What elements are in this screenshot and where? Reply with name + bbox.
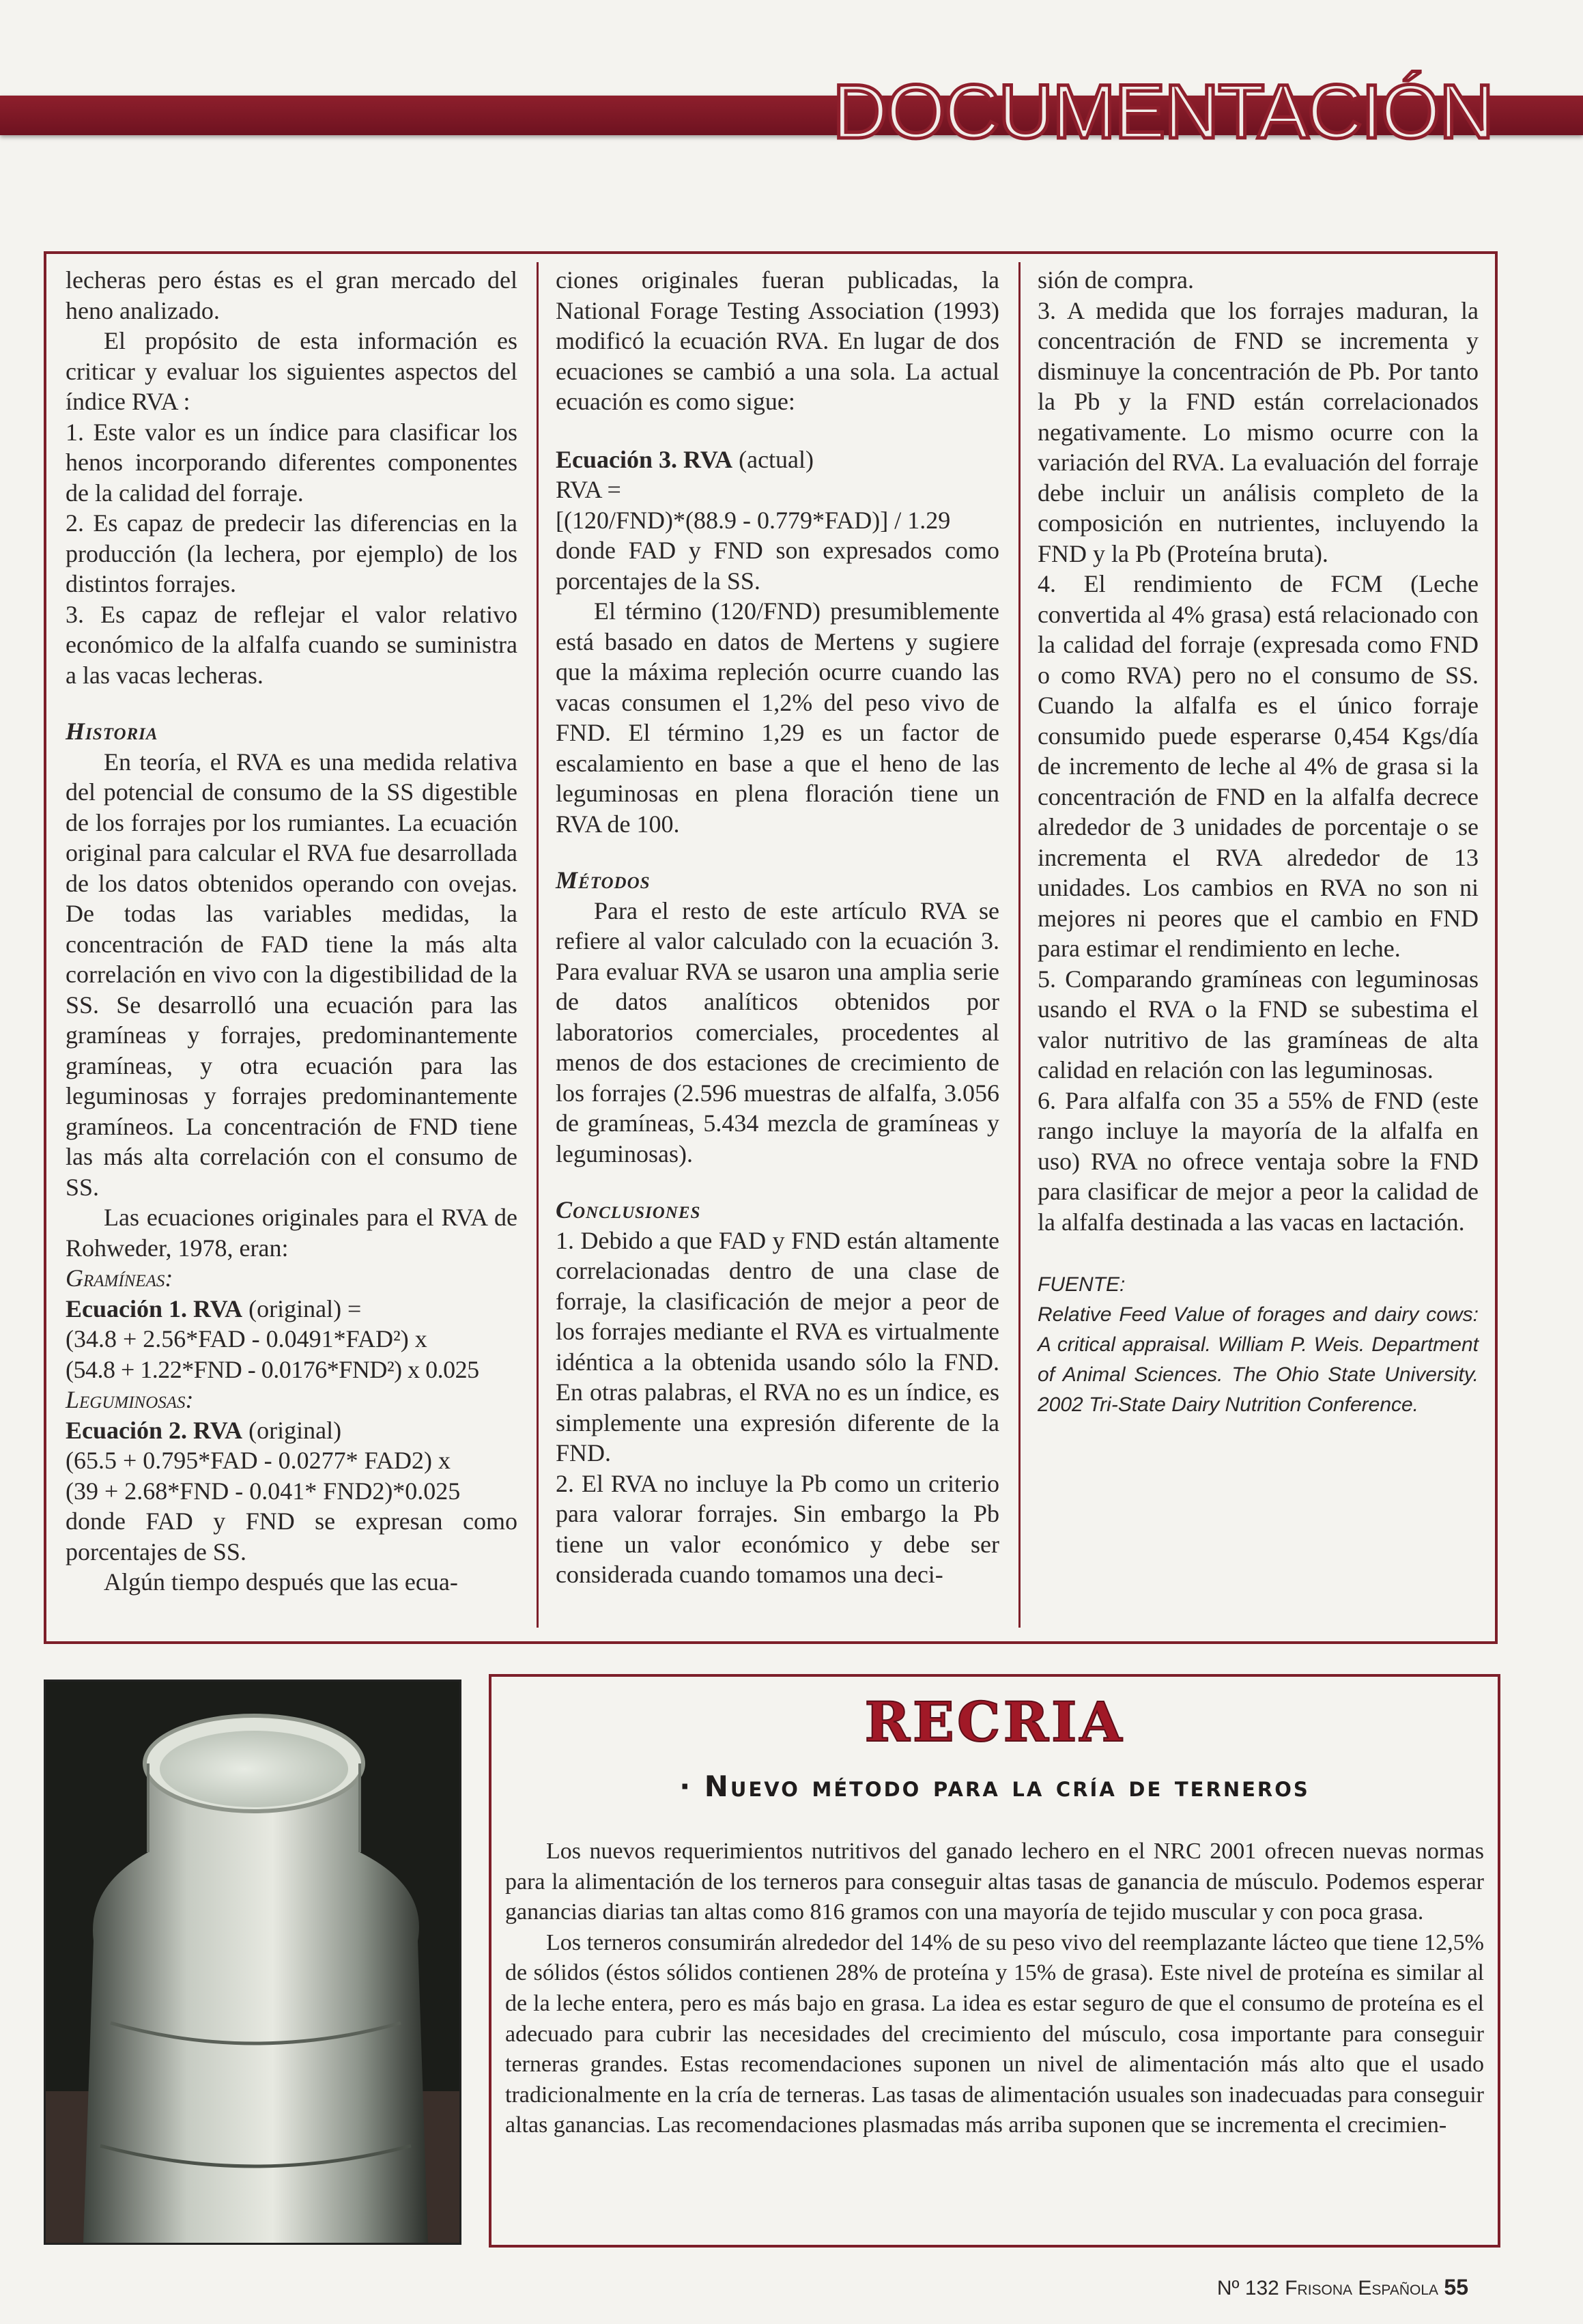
equation-note: (actual) xyxy=(732,445,814,473)
issue-number: Nº 132 xyxy=(1216,2277,1279,2299)
list-item: 1. Este valor es un índice para clasificar los henos incorporando diferentes componentes de la calidad del forraje. xyxy=(66,418,517,507)
source-citation xyxy=(1038,1270,1479,1420)
recria-article xyxy=(505,1837,1484,2141)
column-rule xyxy=(537,262,539,1628)
equation-line: (54.8 + 1.22*FND - 0.0176*FND²) x 0.025 xyxy=(66,1355,479,1383)
paragraph: Los terneros consumirán alrededor del 14% de su peso vivo del reemplazante lácteo que tiene 12,5% de sólidos (éstos sólidos contienen 28% de proteína y 15% de grasa). Este nivel de proteína es similar al de la leche entera, pero es más bajo en grasa. La idea es estar seguro de que el consumo de proteína es el adecuado para cubrir las necesidades del crecimiento del músculo, cosa importante para conseguir terneras grandes. Estas recomendaciones suponen un nivel de alimentación más alto que el usado tradicionalmente en la cría de terneras. Las tasas de alimentación usuales son inadecuadas para conseguir altas ganancias. Las recomendaciones plasmadas más arriba suponen que se incrementa el crecimien- xyxy=(505,1929,1484,2138)
list-item: 2. Es capaz de predecir las diferencias en la producción (la lechera, por ejemplo) de los distintos forrajes. xyxy=(66,509,517,597)
paragraph: Para el resto de este artículo RVA se refiere al valor calculado con la ecuación 3. Para evaluar RVA se usaron una amplia serie de datos analíticos obtenidos por laboratorios comerciales, procedentes al menos de dos estaciones de crecimiento de los forrajes (2.596 muestras de alfalfa, 3.056 de gramíneas, 5.434 mezcla de gramíneas y leguminosas). xyxy=(556,896,999,1167)
list-item: 6. Para alfalfa con 35 a 55% de FND (este rango incluye la mayoría de la alfalfa en uso) RVA no ofrece ventaja sobre la FND para clasificar de mejor a peor la calidad de la alfalfa destinada a las vacas en lactación. xyxy=(1038,1086,1479,1236)
paragraph: Algún tiempo después que las ecua- xyxy=(104,1568,458,1596)
list-item: 3. Es capaz de reflejar el valor relativo económico de la alfalfa cuando se suministra a las vacas lecheras. xyxy=(66,600,517,689)
recria-title: RECRIA xyxy=(864,1690,1125,1754)
paragraph: sión de compra. xyxy=(1038,266,1194,294)
source-label: FUENTE: xyxy=(1038,1273,1126,1296)
equation-line: [(120/FND)*(88.9 - 0.779*FAD)] / 1.29 xyxy=(556,506,951,534)
section-heading-metodos: Métodos xyxy=(556,866,651,894)
equation-line: RVA = xyxy=(556,476,621,503)
list-item: 5. Comparando gramíneas con leguminosas usando el RVA o la FND se subestima el valor nutritivo de las gramíneas de alta calidad en relación con las leguminosas. xyxy=(1038,965,1479,1083)
article-column-1 xyxy=(66,265,517,1598)
equation-title: Ecuación 3. RVA xyxy=(556,445,733,473)
equation-heading xyxy=(66,1294,517,1324)
category-label: Gramíneas: xyxy=(66,1264,173,1292)
equation-line: (39 + 2.68*FND - 0.041* FND2)*0.025 xyxy=(66,1477,461,1505)
equation-heading xyxy=(66,1415,517,1446)
equation-note: (original) = xyxy=(242,1294,362,1322)
paragraph: donde FAD y FND son expresados como porcentajes de la SS. xyxy=(556,537,999,595)
publication-name: Frisona Española xyxy=(1285,2277,1439,2299)
section-heading-historia: Historia xyxy=(66,718,158,745)
article-column-2 xyxy=(556,265,999,1590)
category-label: Leguminosas: xyxy=(66,1386,194,1413)
equation-title: Ecuación 2. RVA xyxy=(66,1416,243,1444)
section-title: DOCUMENTACIÓN xyxy=(832,69,1493,154)
milk-can-photo xyxy=(44,1680,461,2245)
article-column-3 xyxy=(1038,265,1479,1420)
equation-heading xyxy=(556,444,999,475)
equation-line: (34.8 + 2.56*FAD - 0.0491*FAD²) x xyxy=(66,1325,427,1352)
paragraph: donde FAD y FND se expresan como porcentajes de SS. xyxy=(66,1507,517,1565)
page-number: 55 xyxy=(1444,2275,1468,2299)
equation-line: (65.5 + 0.795*FAD - 0.0277* FAD2) x xyxy=(66,1447,451,1474)
list-item: 3. A medida que los forrajes maduran, la concentración de FND se incrementa y disminuye la concentración de Pb. Por tanto la Pb y la FND están correlacionados negativamente. Lo mismo ocurre con la variación del RVA. La evaluación del forraje debe incluir un análisis completo de la composición en nutrientes, incluyendo la FND y la Pb (Proteína bruta). xyxy=(1038,296,1479,567)
paragraph: Los nuevos requerimientos nutritivos del ganado lechero en el NRC 2001 ofrecen nuevas normas para la alimentación de los terneros para conseguir altas tasas de ganancia de músculo. Podemos esperar ganancias diarias tan altas como 816 gramos con una mayoría de tejido muscular y con poca grasa. xyxy=(505,1839,1484,1925)
source-text: Relative Feed Value of forages and dairy cows: A critical appraisal. William P. Weis. Department of Animal Sciences. The Ohio State University. 2002 Tri-State Dairy Nutrition Conference. xyxy=(1038,1303,1479,1416)
paragraph: El término (120/FND) presumiblemente está basado en datos de Mertens y sugiere que la máxima repleción ocurre cuando las vacas consumen el 1,2% del peso vivo de FND. El término 1,29 es un factor de escalamiento en base a que el heno de las leguminosas en plena floración tiene un RVA de 100. xyxy=(556,597,999,838)
paragraph: Las ecuaciones originales para el RVA de Rohweder, 1978, eran: xyxy=(66,1204,517,1262)
page-footer xyxy=(1217,2275,1468,2300)
list-item: 1. Debido a que FAD y FND están altamente correlacionadas dentro de una clase de forraje, la clasificación de mejor a peor de los forrajes mediante el RVA es virtualmente idéntica a la obtenida usando sólo la FND. En otras palabras, el RVA no es un índice, es simplemente una expresión diferente de la FND. xyxy=(556,1226,999,1466)
list-item: 2. El RVA no incluye la Pb como un criterio para valorar forrajes. Sin embargo la Pb tiene un valor económico y debe ser considerada cuando tomamos una deci- xyxy=(556,1469,999,1588)
milk-can-illustration xyxy=(46,1682,459,2243)
equation-note: (original) xyxy=(242,1416,342,1444)
list-item: 4. El rendimiento de FCM (Leche convertida al 4% grasa) está relacionado con la calidad del forraje (expresada como FND o como RVA) pero no el consumo de SS. Cuando la alfalfa es el único forraje consumido puede esperarse 0,454 Kgs/día de incremento de leche al 4% de grasa si la concentración de FND en la alfalfa decrece alrededor de 3 unidades de porcentaje o se incrementa el RVA alrededor de 13 unidades. Los cambios en RVA no son ni mejores ni peores que el cambio en FND para estimar el rendimiento en leche. xyxy=(1038,570,1479,962)
paragraph: El propósito de esta información es criticar y evaluar los siguientes aspectos del índice RVA : xyxy=(66,327,517,415)
paragraph: lecheras pero éstas es el gran mercado del heno analizado. xyxy=(66,266,517,324)
section-heading-conclusiones: Conclusiones xyxy=(556,1196,701,1223)
paragraph: ciones originales fueran publicadas, la National Forage Testing Association (1993) modificó la ecuación RVA. En lugar de dos ecuaciones se cambió a una sola. La actual ecuación es como sigue: xyxy=(556,266,999,415)
column-rule xyxy=(1018,262,1021,1628)
recria-subtitle: · Nuevo método para la cría de terneros xyxy=(679,1770,1310,1803)
paragraph: En teoría, el RVA es una medida relativa del potencial de consumo de la SS digestible de los forrajes por los rumiantes. La ecuación original para calcular el RVA fue desarrollada de los datos obtenidos operando con ovejas. De todas las variables medidas, la concentración de FAD tiene la más alta correlación en vivo con la digestibilidad de la SS. Se desarrolló una ecuación para las gramíneas y forrajes, predominantemente gramíneas, y otra ecuación para las leguminosas y forrajes predominantemente gramíneos. La concentración de FND tiene las más alta correlación con el consumo de SS. xyxy=(66,748,517,1201)
equation-title: Ecuación 1. RVA xyxy=(66,1294,243,1322)
